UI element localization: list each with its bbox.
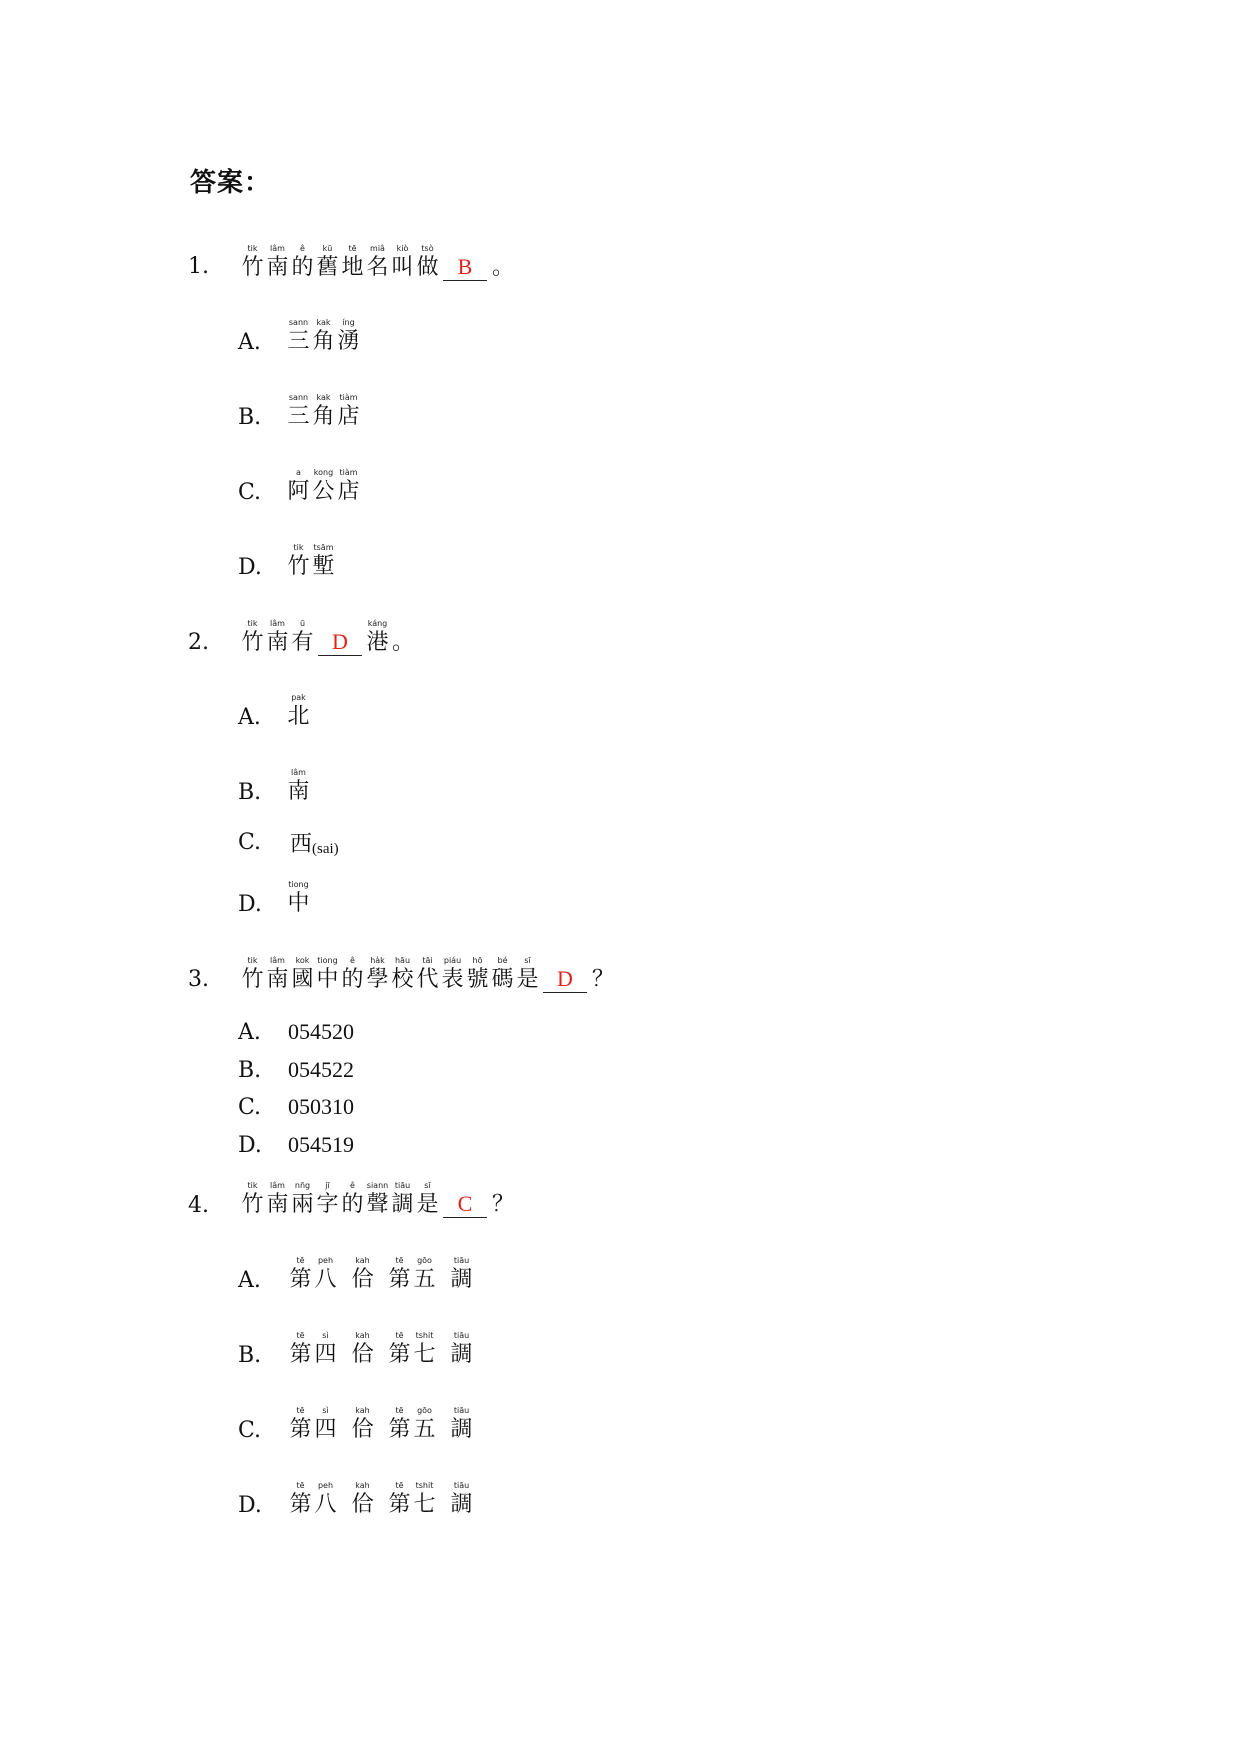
hanzi: 五 [413, 1417, 436, 1442]
q2-option-c-text [290, 830, 339, 858]
hanzi: 學 [366, 967, 389, 992]
romanization: tē [296, 1331, 305, 1340]
ruby-character [340, 1181, 365, 1219]
hanzi: 的 [291, 255, 314, 280]
ruby-character [265, 1181, 290, 1219]
romanization: sann [288, 393, 309, 402]
hanzi: 南 [287, 779, 310, 804]
ruby-character [311, 393, 336, 431]
romanization: lâm [270, 1181, 285, 1190]
ruby-character [365, 619, 390, 657]
page-heading: 答案： [190, 168, 272, 198]
ruby-character [387, 1406, 412, 1444]
romanization: kah [355, 1331, 370, 1340]
romanization: kah [355, 1256, 370, 1265]
punctuation: 。 [492, 255, 515, 280]
q3-option-b-text: 054522 [288, 1057, 354, 1082]
hanzi: 南 [266, 630, 289, 655]
q2-option-c-romanization: (sai) [312, 841, 339, 857]
romanization: tē [348, 244, 357, 253]
romanization: hō [472, 956, 483, 965]
romanization: kak [316, 393, 331, 402]
q1-option-a-text [286, 318, 361, 356]
hanzi: 調 [450, 1492, 473, 1517]
hanzi: 第 [289, 1492, 312, 1517]
hanzi: 竹 [287, 554, 310, 579]
ruby-character [265, 619, 290, 657]
romanization: nn̄g [294, 1181, 311, 1190]
question-4-number: 4. [188, 1193, 209, 1218]
q3-option-c-text: 050310 [288, 1094, 354, 1119]
romanization: gōo [417, 1256, 432, 1265]
hanzi: 地 [341, 255, 364, 280]
question-1-stem [240, 244, 514, 282]
question-2-stem [240, 619, 414, 657]
romanization: tsām [313, 543, 334, 552]
ruby-character [288, 1256, 313, 1294]
romanization: tik [247, 956, 258, 965]
hanzi: 校 [391, 967, 414, 992]
hanzi: 第 [289, 1342, 312, 1367]
ruby-character [315, 244, 340, 282]
hanzi: 國 [291, 967, 314, 992]
hanzi: 調 [391, 1192, 414, 1217]
romanization: tik [247, 619, 258, 628]
ruby-character [387, 1481, 412, 1519]
romanization: tiāu [453, 1331, 470, 1340]
hanzi: 第 [388, 1417, 411, 1442]
hanzi: 四 [314, 1342, 337, 1367]
ruby-character [336, 393, 361, 431]
q1-option-c-letter: C. [238, 480, 262, 505]
hanzi: 角 [312, 404, 335, 429]
question-2-number: 2. [188, 630, 209, 655]
ruby-character [290, 244, 315, 282]
answer-blank: C [443, 1191, 487, 1218]
ruby-character [286, 768, 311, 806]
romanization: kong [313, 468, 334, 477]
hanzi: 竹 [241, 1192, 264, 1217]
hanzi: 三 [287, 329, 310, 354]
question-1-number: 1. [188, 254, 209, 279]
ruby-character [350, 1331, 375, 1369]
punctuation: ？ [492, 1192, 515, 1217]
romanization: sī [424, 1181, 431, 1190]
romanization: íng [342, 318, 355, 327]
q4-option-c-text [288, 1406, 474, 1444]
romanization: siann [366, 1181, 389, 1190]
q1-option-d-letter: D. [238, 555, 262, 580]
q2-option-d-letter: D. [238, 892, 262, 917]
romanization: pak [291, 693, 306, 702]
answer-blank: B [443, 254, 487, 281]
hanzi: 南 [266, 967, 289, 992]
ruby-character [290, 619, 315, 657]
romanization: ha̍k [370, 956, 385, 965]
ruby-character [240, 1181, 265, 1219]
q2-option-b-text [286, 768, 311, 806]
ruby-character [390, 244, 415, 282]
hanzi: 湧 [337, 329, 360, 354]
romanization: tē [296, 1406, 305, 1415]
romanization: tiàm [339, 468, 358, 477]
ruby-character [490, 956, 515, 994]
hanzi: 第 [289, 1417, 312, 1442]
q3-option-a-letter: A. [238, 1020, 261, 1045]
q4-option-a-letter: A. [238, 1268, 261, 1293]
ruby-character [390, 956, 415, 994]
romanization: tik [293, 543, 304, 552]
q3-option-d-letter: D. [238, 1133, 262, 1158]
romanization: kak [316, 318, 331, 327]
hanzi: 第 [388, 1342, 411, 1367]
q2-option-a-letter: A. [238, 705, 261, 730]
romanization: sì [322, 1331, 329, 1340]
hanzi: 調 [450, 1417, 473, 1442]
ruby-character [350, 1406, 375, 1444]
romanization: tē [296, 1256, 305, 1265]
question-4-stem [240, 1181, 514, 1219]
ruby-character [412, 1256, 437, 1294]
romanization: tik [247, 244, 258, 253]
ruby-character [311, 468, 336, 506]
ruby-character [390, 1181, 415, 1219]
hanzi: 碼 [491, 967, 514, 992]
ruby-character [365, 244, 390, 282]
romanization: tiong [317, 956, 338, 965]
hanzi: 叫 [391, 255, 414, 280]
romanization: sann [288, 318, 309, 327]
romanization: lâm [270, 956, 285, 965]
romanization: kiò [396, 244, 409, 253]
romanization: tē [395, 1406, 404, 1415]
answer-blank: D [543, 966, 587, 993]
ruby-character [415, 1181, 440, 1219]
ruby-character [336, 468, 361, 506]
q1-option-b-letter: B. [238, 405, 262, 430]
hanzi: 竹 [241, 255, 264, 280]
hanzi: 公 [312, 479, 335, 504]
ruby-character [336, 318, 361, 356]
question-3-stem [240, 956, 614, 994]
romanization: kah [355, 1406, 370, 1415]
romanization: tiāu [453, 1481, 470, 1490]
romanization: tiāu [394, 1181, 411, 1190]
hanzi: 五 [413, 1267, 436, 1292]
ruby-character [288, 1481, 313, 1519]
q2-option-c-letter: C. [238, 830, 262, 855]
romanization: tshit [415, 1481, 434, 1490]
romanization: tiāu [453, 1256, 470, 1265]
ruby-character [412, 1406, 437, 1444]
romanization: peh [317, 1256, 334, 1265]
q4-option-d-text [288, 1481, 474, 1519]
hanzi: 三 [287, 404, 310, 429]
ruby-character [515, 956, 540, 994]
q3-option-c-letter: C. [238, 1095, 262, 1120]
ruby-character [465, 956, 490, 994]
ruby-character [286, 468, 311, 506]
hanzi: 八 [314, 1492, 337, 1517]
hanzi: 是 [516, 967, 539, 992]
romanization: ê [350, 956, 355, 965]
ruby-character [286, 693, 311, 731]
punctuation: ？ [592, 967, 615, 992]
hanzi: 兩 [291, 1192, 314, 1217]
ruby-character [387, 1331, 412, 1369]
romanization: tiāu [453, 1406, 470, 1415]
hanzi: 北 [287, 704, 310, 729]
hanzi: 七 [413, 1492, 436, 1517]
ruby-character [350, 1481, 375, 1519]
romanization: tsò [421, 244, 434, 253]
hanzi: 八 [314, 1267, 337, 1292]
romanization: piáu [443, 956, 462, 965]
q1-option-c-text [286, 468, 361, 506]
romanization: tshit [415, 1331, 434, 1340]
ruby-character [340, 244, 365, 282]
hanzi: 中 [287, 891, 310, 916]
q1-option-a-letter: A. [238, 330, 261, 355]
romanization: lâm [291, 768, 306, 777]
answer-blank: D [318, 629, 362, 656]
romanization: tik [247, 1181, 258, 1190]
romanization: miâ [370, 244, 385, 253]
punctuation: 。 [392, 630, 415, 655]
hanzi: 佮 [351, 1417, 374, 1442]
ruby-character [412, 1331, 437, 1369]
ruby-character [286, 880, 311, 918]
hanzi: 阿 [287, 479, 310, 504]
romanization: lâm [270, 619, 285, 628]
ruby-character [240, 244, 265, 282]
hanzi: 調 [450, 1267, 473, 1292]
ruby-character [311, 543, 336, 581]
ruby-character [387, 1256, 412, 1294]
ruby-character [265, 244, 290, 282]
ruby-character [288, 1406, 313, 1444]
hanzi: 七 [413, 1342, 436, 1367]
hanzi: 竹 [241, 630, 264, 655]
ruby-character [350, 1256, 375, 1294]
romanization: hāu [394, 956, 411, 965]
romanization: kok [295, 956, 310, 965]
ruby-character [313, 1481, 338, 1519]
q4-option-b-letter: B. [238, 1343, 262, 1368]
ruby-character [265, 956, 290, 994]
romanization: bé [497, 956, 508, 965]
hanzi: 做 [416, 255, 439, 280]
ruby-character [440, 956, 465, 994]
romanization: a [296, 468, 301, 477]
hanzi: 是 [416, 1192, 439, 1217]
romanization: ū [299, 619, 306, 628]
romanization: tē [395, 1481, 404, 1490]
romanization: ê [300, 244, 305, 253]
ruby-character [315, 1181, 340, 1219]
hanzi: 佮 [351, 1342, 374, 1367]
hanzi: 名 [366, 255, 389, 280]
q4-option-b-text [288, 1331, 474, 1369]
ruby-character [365, 1181, 390, 1219]
ruby-character [240, 619, 265, 657]
ruby-character [449, 1406, 474, 1444]
ruby-character [415, 244, 440, 282]
ruby-character [290, 1181, 315, 1219]
ruby-character [449, 1256, 474, 1294]
romanization: kū [322, 244, 333, 253]
ruby-character [365, 956, 390, 994]
ruby-character [288, 1331, 313, 1369]
hanzi: 佮 [351, 1267, 374, 1292]
hanzi: 字 [316, 1192, 339, 1217]
ruby-character [286, 543, 311, 581]
q4-option-a-text [288, 1256, 474, 1294]
hanzi: 角 [312, 329, 335, 354]
question-3-number: 3. [188, 967, 209, 992]
romanization: káng [367, 619, 388, 628]
romanization: sì [322, 1406, 329, 1415]
ruby-character [313, 1256, 338, 1294]
q4-option-c-letter: C. [238, 1418, 262, 1443]
romanization: gōo [417, 1406, 432, 1415]
hanzi: 四 [314, 1417, 337, 1442]
hanzi: 的 [341, 1192, 364, 1217]
hanzi: 竹 [241, 967, 264, 992]
hanzi: 有 [291, 630, 314, 655]
romanization: tiong [288, 880, 309, 889]
ruby-character [449, 1481, 474, 1519]
romanization: tāi [422, 956, 433, 965]
hanzi: 的 [341, 967, 364, 992]
hanzi: 號 [466, 967, 489, 992]
hanzi: 舊 [316, 255, 339, 280]
q3-option-b-letter: B. [238, 1058, 262, 1083]
hanzi: 中 [316, 967, 339, 992]
hanzi: 店 [337, 404, 360, 429]
romanization: jī [325, 1181, 330, 1190]
ruby-character [412, 1481, 437, 1519]
q3-option-a-text: 054520 [288, 1019, 354, 1044]
romanization: kah [355, 1481, 370, 1490]
hanzi: 表 [441, 967, 464, 992]
ruby-character [290, 956, 315, 994]
hanzi: 聲 [366, 1192, 389, 1217]
q2-option-b-letter: B. [238, 780, 262, 805]
q3-option-d-text: 054519 [288, 1132, 354, 1157]
ruby-character [240, 956, 265, 994]
ruby-character [313, 1406, 338, 1444]
ruby-character [449, 1331, 474, 1369]
q2-option-c-char: 西 [290, 831, 313, 856]
romanization: tē [395, 1331, 404, 1340]
romanization: ê [350, 1181, 355, 1190]
romanization: tē [395, 1256, 404, 1265]
hanzi: 第 [388, 1267, 411, 1292]
romanization: tiàm [339, 393, 358, 402]
q2-option-d-text [286, 880, 311, 918]
romanization: peh [317, 1481, 334, 1490]
hanzi: 南 [266, 1192, 289, 1217]
hanzi: 調 [450, 1342, 473, 1367]
hanzi: 第 [289, 1267, 312, 1292]
ruby-character [311, 318, 336, 356]
hanzi: 塹 [312, 554, 335, 579]
hanzi: 第 [388, 1492, 411, 1517]
ruby-character [315, 956, 340, 994]
hanzi: 店 [337, 479, 360, 504]
hanzi: 南 [266, 255, 289, 280]
ruby-character [313, 1331, 338, 1369]
q2-option-a-text [286, 693, 311, 731]
hanzi: 港 [366, 630, 389, 655]
ruby-character [340, 956, 365, 994]
q1-option-b-text [286, 393, 361, 431]
q1-option-d-text [286, 543, 336, 581]
ruby-character [286, 318, 311, 356]
hanzi: 佮 [351, 1492, 374, 1517]
q4-option-d-letter: D. [238, 1493, 262, 1518]
hanzi: 代 [416, 967, 439, 992]
romanization: sī [524, 956, 531, 965]
ruby-character [286, 393, 311, 431]
romanization: tē [296, 1481, 305, 1490]
ruby-character [415, 956, 440, 994]
romanization: lâm [270, 244, 285, 253]
